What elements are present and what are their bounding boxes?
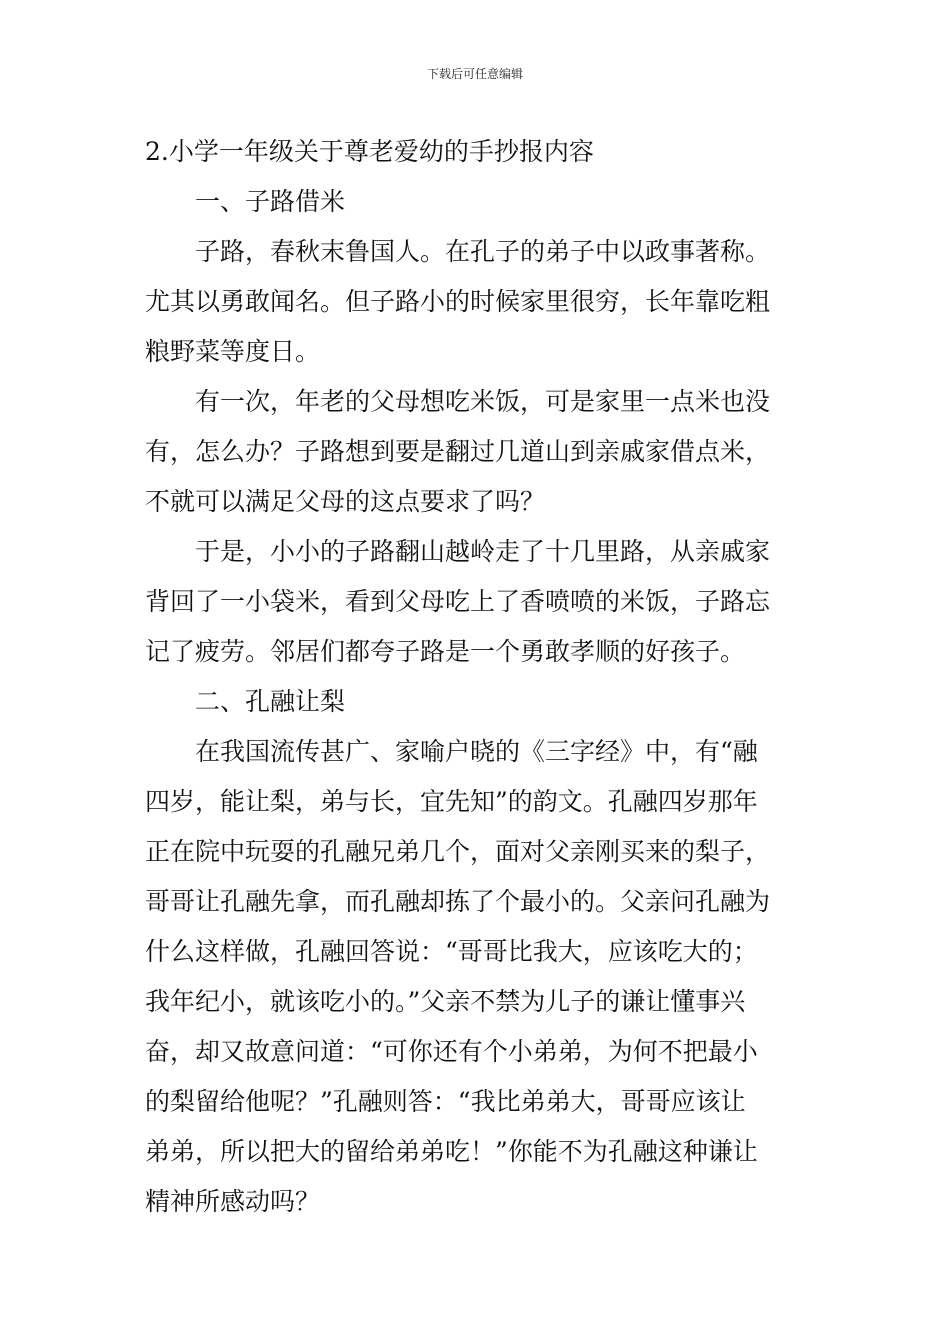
text-line: 于是，小小的子路翻山越岭走了十几里路，从亲戚家 xyxy=(195,537,771,566)
text-line: 不就可以满足父母的这点要求了吗？ xyxy=(145,487,546,516)
paragraph xyxy=(145,377,807,527)
section-heading: 二、孔融让梨 xyxy=(195,687,346,716)
paragraph xyxy=(145,727,807,1227)
paragraph xyxy=(145,227,807,377)
page-header-note: 下载后可任意编辑 xyxy=(426,67,523,81)
text-line: 记了疲劳。邻居们都夸子路是一个勇敢孝顺的好孩子。 xyxy=(145,637,746,666)
text-line: 背回了一小袋米，看到父母吃上了香喷喷的米饭，子路忘 xyxy=(145,587,771,616)
text-line: 尤其以勇敢闻名。但子路小的时候家里很穷，长年靠吃粗 xyxy=(145,287,771,316)
text-line: 粮野菜等度日。 xyxy=(145,337,321,366)
document-title: 2.小学一年级关于尊老爱幼的手抄报内容 xyxy=(145,137,594,166)
text-line: 的梨留给他呢？”孔融则答：“我比弟弟大，哥哥应该让 xyxy=(145,1087,746,1116)
text-line: 有，怎么办？子路想到要是翻过几道山到亲戚家借点米， xyxy=(145,437,771,466)
text-line: 哥哥让孔融先拿，而孔融却拣了个最小的。父亲问孔融为 xyxy=(145,887,771,916)
text-line: 精神所感动吗？ xyxy=(145,1187,321,1216)
document-body xyxy=(145,127,807,1227)
section-zilu xyxy=(145,177,807,677)
text-line: 什么这样做，孔融回答说：“哥哥比我大，应该吃大的； xyxy=(145,937,758,966)
section-kongrong xyxy=(145,677,807,1227)
paragraph xyxy=(145,527,807,677)
text-line: 奋，却又故意问道：“可你还有个小弟弟，为何不把最小 xyxy=(145,1037,758,1066)
text-line: 我年纪小，就该吃小的。”父亲不禁为儿子的谦让懂事兴 xyxy=(145,987,746,1016)
text-line: 弟弟，所以把大的留给弟弟吃！”你能不为孔融这种谦让 xyxy=(145,1137,758,1166)
text-line: 正在院中玩耍的孔融兄弟几个，面对父亲刚买来的梨子， xyxy=(145,837,771,866)
text-line: 四岁，能让梨，弟与长，宜先知”的韵文。孔融四岁那年 xyxy=(145,787,758,816)
section-heading: 一、子路借米 xyxy=(195,187,346,216)
text-line: 子路，春秋末鲁国人。在孔子的弟子中以政事著称。 xyxy=(195,237,771,266)
text-line: 在我国流传甚广、家喻户晓的《三字经》中，有“融 xyxy=(195,737,758,766)
text-line: 有一次，年老的父母想吃米饭，可是家里一点米也没 xyxy=(195,387,771,416)
